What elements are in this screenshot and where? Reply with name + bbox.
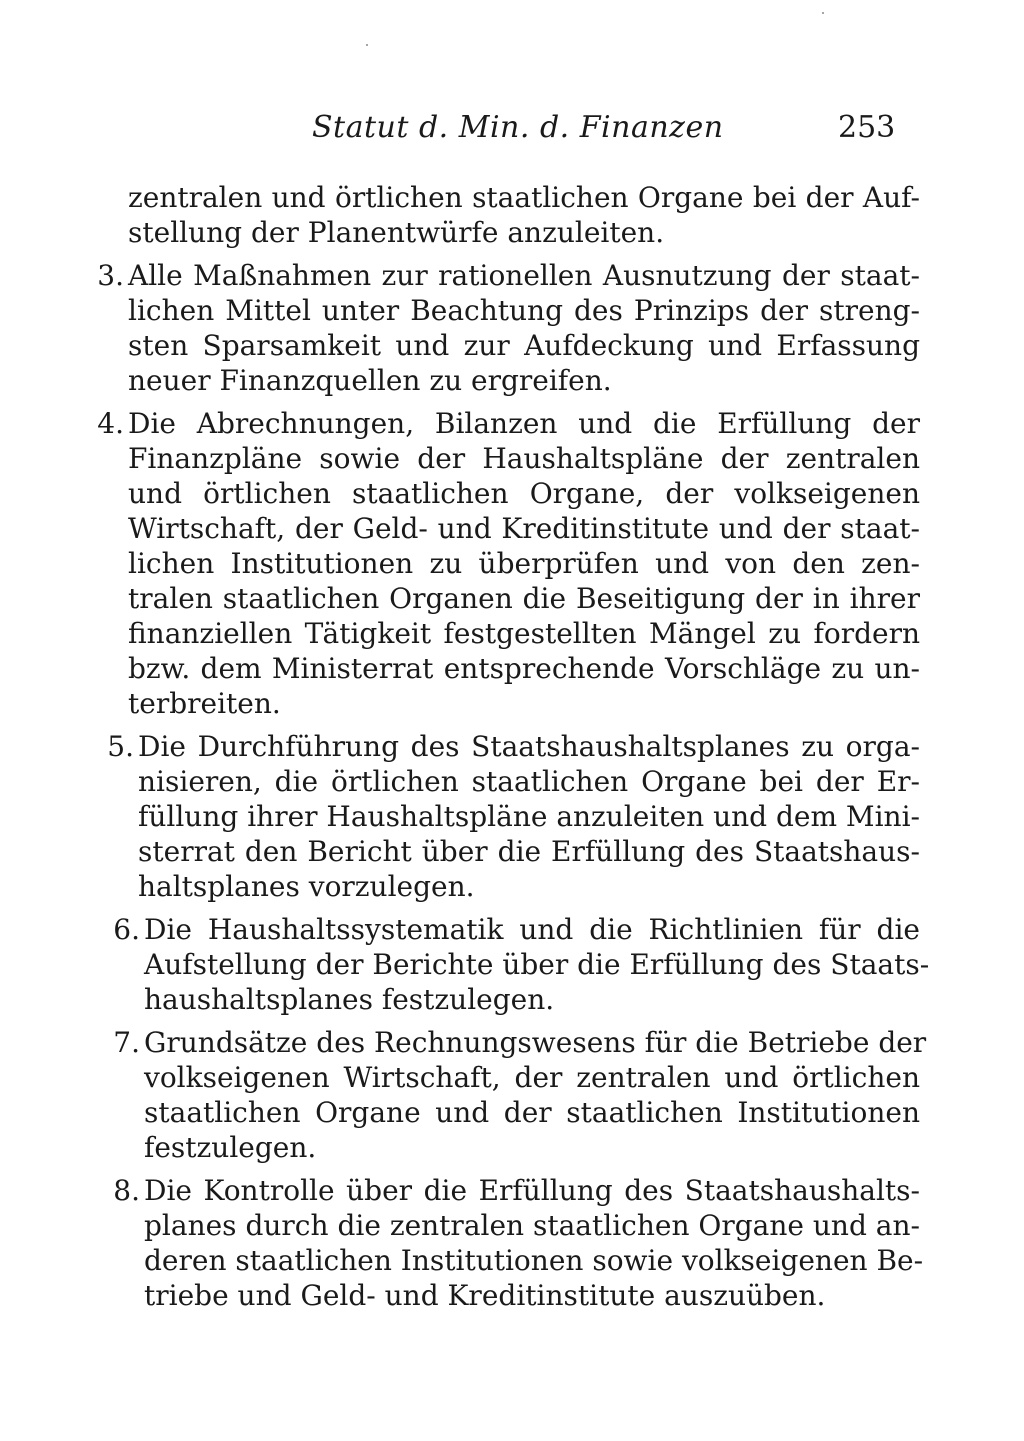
text-line: festzulegen. [144, 1131, 317, 1164]
list-item-6 [90, 912, 930, 1017]
text-line: Aufstellung der Berichte über die Erfüllung des Staats- [144, 948, 930, 981]
text-line: sterrat den Bericht über die Erfüllung des Staatshaus- [138, 835, 920, 868]
list-item-3 [90, 258, 920, 398]
text-line: tralen staatlichen Organen die Beseitigung der in ihrer [128, 582, 920, 615]
text-line: zentralen und örtlichen staatlichen Organe bei der Auf- [128, 181, 920, 214]
text-line: planes durch die zentralen staatlichen Organe und an- [144, 1209, 920, 1242]
item-number: 3. [97, 259, 124, 292]
text-line: triebe und Geld- und Kreditinstitute auszuüben. [144, 1279, 826, 1312]
text-line: terbreiten. [128, 687, 281, 720]
text-line: volkseigenen Wirtschaft, der zentralen und örtlichen [144, 1061, 920, 1094]
text-line: Die Abrechnungen, Bilanzen und die Erfüllung der [128, 407, 920, 440]
list-item-5 [90, 729, 920, 904]
text-line: Die Haushaltssystematik und die Richtlinien für die [144, 913, 920, 946]
text-line: Grundsätze des Rechnungswesens für die Betriebe der [144, 1026, 927, 1059]
item-number: 5. [107, 730, 134, 763]
page-header [0, 110, 1024, 160]
text-line: Finanzpläne sowie der Haushaltspläne der zentralen [128, 442, 920, 475]
scan-speck [366, 44, 368, 46]
item-number: 4. [97, 407, 124, 440]
item-number: 6. [113, 913, 140, 946]
text-line: Wirtschaft, der Geld- und Kreditinstitute und der staat- [128, 512, 920, 545]
text-line: nisieren, die örtlichen staatlichen Organe bei der Er- [138, 765, 920, 798]
item-number: 8. [113, 1174, 140, 1207]
text-line: haltsplanes vorzulegen. [138, 870, 475, 903]
text-line: füllung ihrer Haushaltspläne anzuleiten und dem Mini- [138, 800, 920, 833]
item-number: 7. [113, 1026, 140, 1059]
list-item-8 [90, 1173, 924, 1313]
list-item-7 [90, 1025, 927, 1165]
intro-paragraph [90, 180, 920, 250]
text-line: Die Durchführung des Staatshaushaltsplanes zu orga- [138, 730, 920, 763]
text-line: Die Kontrolle über die Erfüllung des Staatshaushalts- [144, 1174, 920, 1207]
text-line: und örtlichen staatlichen Organe, der volkseigenen [128, 477, 920, 510]
page-number: 253 [838, 110, 896, 145]
list-item-4 [90, 406, 920, 721]
text-line: finanziellen Tätigkeit festgestellten Mängel zu fordern [128, 617, 920, 650]
text-line: lichen Institutionen zu überprüfen und von den zen- [128, 547, 920, 580]
text-line: stellung der Planentwürfe anzuleiten. [128, 216, 665, 249]
running-title: Statut d. Min. d. Finanzen [312, 110, 724, 145]
scan-speck [822, 12, 824, 14]
text-line: bzw. dem Ministerrat entsprechende Vorschläge zu un- [128, 652, 920, 685]
text-line: Alle Maßnahmen zur rationellen Ausnutzung der staat- [128, 259, 920, 292]
text-line: staatlichen Organe und der staatlichen Institutionen [144, 1096, 920, 1129]
text-line: neuer Finanzquellen zu ergreifen. [128, 364, 612, 397]
text-line: haushaltsplanes festzulegen. [144, 983, 555, 1016]
text-line: deren staatlichen Institutionen sowie volkseigenen Be- [144, 1244, 924, 1277]
page-body [90, 180, 930, 1321]
text-line: sten Sparsamkeit und zur Aufdeckung und Erfassung [128, 329, 920, 362]
text-line: lichen Mittel unter Beachtung des Prinzips der streng- [128, 294, 920, 327]
